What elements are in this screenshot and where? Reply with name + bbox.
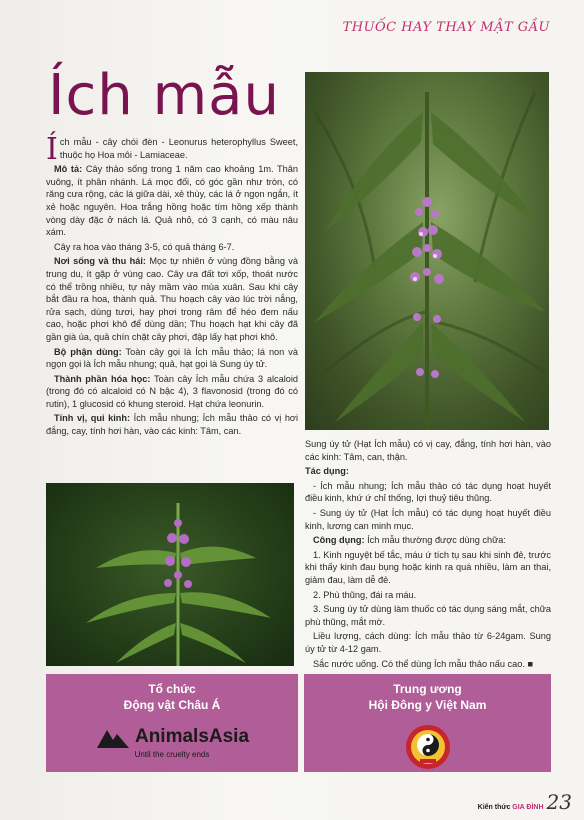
use-item-1: 1. Kinh nguyệt bế tắc, máu ứ tích tụ sau khi sinh đẻ, trước khi thấy kinh đau bụng hoặc kinh ra quá nhiều, làm an thai, giảm đau, làm dễ đẻ. [305, 549, 551, 585]
intro-paragraph [46, 132, 298, 167]
drop-cap: Í [46, 132, 58, 167]
habitat-text: Mọc tự nhiên ở vùng đồng bằng và trung du, ít gặp ở vùng cao. Cây ưa đất tơi xốp, thoát nước có thể trồng nhiều, tự nảy mầm vào mùa xuân. Sau khi cây bắt đầu ra hoa, thành quả. Thu hoạch cây vào lúc trời nắng, rửa sạch, dùng tươi, hay phơi trong râm để héo đem nấu cao, hoặc phơi khô để dùng dần; Thu hoạch hạt khi cây đã gần già úa, quả chín chặt cây phơi, đập lấy hạt phơi khô. [46, 256, 298, 342]
brand-name: GIA ĐÌNH [512, 804, 544, 811]
taste-paragraph [46, 412, 298, 437]
effect-heading [305, 465, 551, 478]
effect-item-1: - Ích mẫu nhung; Ích mẫu thảo có tác dụng hoạt huyết điều kinh, khứ ứ chỉ thống, lợi thuỷ tiêu thũng. [305, 480, 551, 504]
text-column-right [305, 438, 551, 672]
habitat-label: Nơi sống và thu hái: [54, 256, 146, 267]
parts-text: Toàn cây gọi là Ích mẫu thảo; lá non và ngọn gọi là Ích mẫu nhung; quả, hạt gọi là Sung úy tử. [46, 346, 298, 370]
use-label: Công dụng: [313, 535, 365, 546]
sponsor-box-oriental-medicine [304, 674, 551, 772]
chemistry-paragraph [46, 373, 298, 411]
use-text: Ích mẫu thường được dùng chữa: [364, 535, 506, 546]
flowering-paragraph: Cây ra hoa vào tháng 3-5, có quả tháng 6-7. [54, 241, 235, 252]
page-number: 23 [546, 790, 572, 814]
effect-label: Tác dụng: [305, 466, 349, 477]
text-column-left [46, 132, 299, 440]
sponsor-left-title: Tổ chức [148, 682, 196, 696]
association-emblem-icon [405, 724, 451, 770]
motherwort-photo-small [46, 483, 294, 666]
taste-label: Tính vị, qui kinh: [54, 413, 131, 424]
parts-paragraph [46, 346, 298, 371]
parts-label: Bộ phận dùng: [54, 346, 122, 357]
brand-prefix: Kiến thức [477, 804, 511, 811]
sponsor-left-subtitle: Động vật Châu Á [123, 698, 221, 712]
use-item-2: 2. Phù thũng, đái ra máu. [313, 589, 417, 600]
effect-item-2: - Sung úy tử (Hạt Ích mẫu) có tác dụng hoạt huyết điều kinh, lương can minh mục. [305, 507, 551, 531]
section-header: THUỐC HAY THAY MẬT GẦU [342, 20, 550, 35]
sponsor-box-animals-asia [46, 674, 298, 772]
page-footer [478, 790, 572, 814]
description-label: Mô tả: [54, 164, 83, 175]
logo-tagline: Until the cruelty ends [134, 750, 210, 759]
plant-illustration [305, 72, 549, 430]
magazine-brand [478, 804, 544, 811]
use-item-3: 3. Sung úy tử dùng làm thuốc có tác dụng sáng mắt, chữa phù thũng, mắt mờ. [305, 604, 551, 627]
description-text: Cây thảo sống trong 1 năm cao khoảng 1m. Thân vuông, ít phân nhánh. Lá mọc đối, có góc gần như tròn, có răng cưa rộng, các lá giữa dài, xẻ thùy, các lá ở ngọn ngắn, ít xẻ hoặc nguyên. Hoa trắng hồng hoặc tím hồng xếp thành vòng dày đặc ở nách lá. Quả nhỏ, có 3 cạnh, có màu nâu xám. [46, 164, 299, 238]
sponsor-right-subtitle: Hội Đông y Việt Nam [368, 698, 487, 712]
animals-asia-logo [46, 726, 298, 759]
intro-text: ch mẫu - cây chói đèn - Leonurus heterophyllus Sweet, thuộc họ Hoa môi - Lamiaceae. [59, 137, 298, 160]
description-paragraph [46, 163, 298, 239]
habitat-paragraph [46, 255, 298, 343]
chemistry-label: Thành phần hóa học: [54, 373, 151, 384]
seed-paragraph: Sung úy tử (Hạt Ích mẫu) có vị cay, đắng, tính hơi hàn, vào các kinh: Tâm, can, thận. [305, 439, 551, 462]
drink-paragraph: Sắc nước uống. Có thể dùng Ích mẫu thảo nấu cao. ■ [313, 658, 533, 669]
dose-paragraph: Liều lượng, cách dùng: Ích mẫu thảo từ 6-24gam. Sung úy tử từ 4-12 gam. [305, 631, 551, 654]
bear-paw-icon [95, 726, 133, 750]
plant-illustration-small [46, 483, 294, 666]
taste-text: Ích mẫu nhung; Ích mẫu thảo có vị hơi đắng, cay, tính hơi hàn, vào các kinh: Tâm, can. [46, 413, 299, 437]
sponsor-right-title: Trung ương [393, 682, 462, 696]
logo-name: AnimalsAsia [134, 726, 250, 748]
chemistry-text: Toàn cây Ích mẫu chứa 3 alcaloid (trong đó có alcaloid có N bậc 4), 3 flavonosid (trong đó có rutin), 1 glucosid có khung steroid. Hạt chứa leonurin. [46, 373, 298, 409]
use-paragraph [305, 534, 551, 547]
motherwort-photo-large [305, 72, 549, 430]
article-title: Ích mẫu [48, 63, 280, 128]
